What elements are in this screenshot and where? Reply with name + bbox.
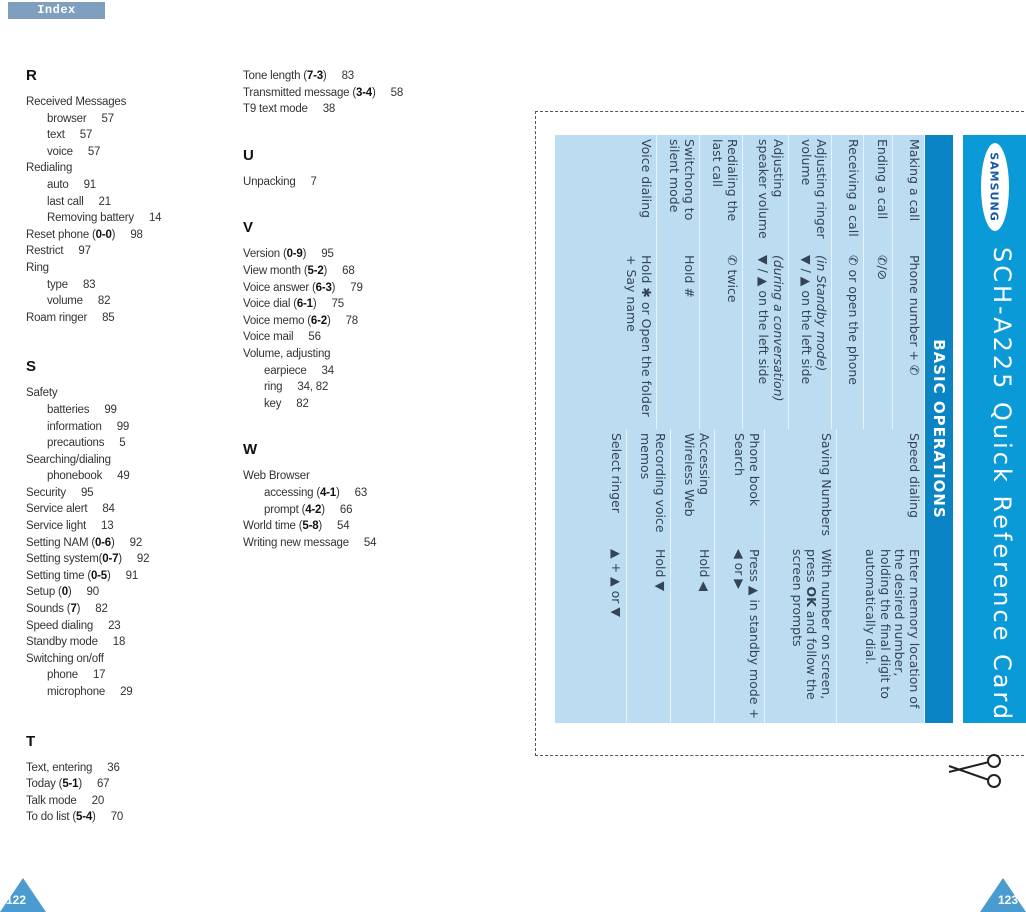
index-subentry: microphone 29	[47, 686, 133, 698]
index-entry: Speed dialing 23	[26, 619, 121, 632]
index-entry: Reset phone (0-0) 98	[26, 228, 143, 241]
index-subentry: key 82	[264, 397, 309, 410]
page-number-left: 122	[0, 878, 46, 912]
index-entry: Setting NAM (0-6) 92	[26, 536, 143, 549]
index-column-left	[26, 68, 231, 826]
card-title-bar	[963, 135, 1026, 723]
svg-text:SAMSUNG: SAMSUNG	[987, 152, 1001, 222]
index-subentry: information 99	[47, 420, 130, 433]
operation-row: Select ringer ▲ + ▲ or ▼	[555, 429, 627, 723]
index-entry: Voice dial (6-1) 75	[243, 298, 344, 311]
index-entry: Redialing	[26, 162, 73, 175]
index-subentry: browser 57	[47, 112, 114, 125]
operation-row: Accessing Wireless Web Hold ◀	[670, 429, 715, 723]
operation-row: Switchong to silent mode Hold #	[656, 135, 700, 429]
index-subentry: phone 17	[47, 669, 106, 682]
operation-row: Receiving a call ✆ or open the phone	[831, 135, 864, 429]
page-number-right: 123	[980, 878, 1026, 912]
index-entry: Received Messages	[26, 96, 127, 108]
operation-row: Making a call Phone number + ✆	[892, 135, 925, 429]
index-letter-u: U	[243, 146, 254, 164]
index-entry: Voice answer (6-3) 79	[243, 281, 363, 294]
index-subentry: ring 34, 82	[264, 381, 329, 394]
index-subentry: volume 82	[47, 295, 111, 308]
index-entry: Writing new message 54	[243, 536, 377, 549]
index-entry: Setup (0) 90	[26, 586, 99, 599]
index-column-middle	[243, 68, 468, 551]
index-letter-r: R	[26, 67, 37, 84]
basic-operations-heading: BASIC OPERATIONS	[925, 135, 953, 723]
index-entry: Text, entering 36	[26, 761, 120, 774]
index-letter-w: W	[243, 441, 257, 459]
index-subentry: prompt (4-2) 66	[264, 503, 353, 516]
index-entry: Service alert 84	[26, 503, 115, 516]
index-entry: Restrict 97	[26, 245, 91, 258]
index-subentry: text 57	[47, 129, 93, 142]
index-entry: Volume, adjusting	[243, 347, 331, 360]
index-subentry: type 83	[47, 278, 96, 291]
index-subentry: last call 21	[47, 195, 111, 208]
operation-row: Saving Numbers With number on screen, press OK and follow the screen prompts	[764, 429, 837, 723]
operation-row: Speed dialing Enter memory location of the desired number, holding the final digit to automatically dial.	[836, 429, 925, 723]
operation-row: Ending a call ✆/⊘	[863, 135, 893, 429]
index-entry: Version (0-9) 95	[243, 248, 334, 261]
index-subentry: voice 57	[47, 145, 101, 158]
operation-row: Voice dialing Hold ✱ or Open the folder + Say name	[555, 135, 657, 429]
index-entry: Switching on/off	[26, 652, 104, 665]
index-subentry: phonebook 49	[47, 470, 130, 483]
index-entry: View month (5-2) 68	[243, 264, 355, 277]
index-entry: Standby mode 18	[26, 636, 126, 649]
index-entry: Service light 13	[26, 520, 114, 533]
index-subentry: precautions 5	[47, 437, 126, 450]
index-entry: Security 95	[26, 486, 94, 499]
operations-right-half	[555, 429, 925, 723]
operation-row: Adjusting speaker volume (during a conversation) ▼ / ▲ on the left side	[742, 135, 789, 429]
index-entry: Voice memo (6-2) 78	[243, 314, 358, 327]
operations-left-half	[555, 135, 925, 429]
operation-row: Recording voice memos Hold ▼	[626, 429, 671, 723]
index-entry: Ring	[26, 261, 49, 274]
index-entry: Transmitted message (3-4) 58	[243, 86, 404, 99]
index-subentry: auto 91	[47, 178, 96, 191]
operation-row: Adjusting ringer volume (in Standby mode) ▼ / ▲ on the left side	[788, 135, 832, 429]
index-subentry: Removing battery 14	[47, 212, 162, 225]
scissors-icon	[947, 752, 1003, 790]
index-entry: Talk mode 20	[26, 794, 105, 807]
card-title: SCH-A225 Quick Reference Card	[988, 247, 1016, 723]
operation-row: Redialing the last call ✆ twice	[699, 135, 743, 429]
index-entry: T9 text mode 38	[243, 103, 336, 116]
index-letter-v: V	[243, 219, 253, 237]
index-entry: Web Browser	[243, 470, 310, 483]
index-entry: Today (5-1) 67	[26, 778, 110, 791]
index-entry: World time (5-8) 54	[243, 520, 350, 533]
index-entry: Setting system(0-7) 92	[26, 553, 150, 566]
index-letter-s: S	[26, 358, 36, 376]
index-entry: Searching/dialing	[26, 453, 111, 466]
index-entry: Tone length (7-3) 83	[243, 70, 354, 82]
index-entry: Voice mail 56	[243, 331, 321, 344]
index-subentry: accessing (4-1) 63	[264, 486, 368, 499]
index-entry: Sounds (7) 82	[26, 603, 108, 616]
index-entry: Unpacking 7	[243, 175, 317, 188]
samsung-logo	[979, 141, 1011, 233]
index-entry: Safety	[26, 387, 58, 400]
operation-row: Phone book Search Press ▲ in standby mode + ◀ or ▶	[714, 429, 765, 723]
index-letter-t: T	[26, 732, 35, 750]
basic-operations-panel	[555, 135, 953, 723]
index-tab: Index	[8, 2, 105, 19]
index-entry: To do list (5-4) 70	[26, 811, 124, 824]
index-entry: Setting time (0-5) 91	[26, 569, 139, 582]
index-subentry: batteries 99	[47, 403, 117, 416]
index-entry: Roam ringer 85	[26, 311, 115, 324]
index-subentry: earpiece 34	[264, 364, 334, 377]
